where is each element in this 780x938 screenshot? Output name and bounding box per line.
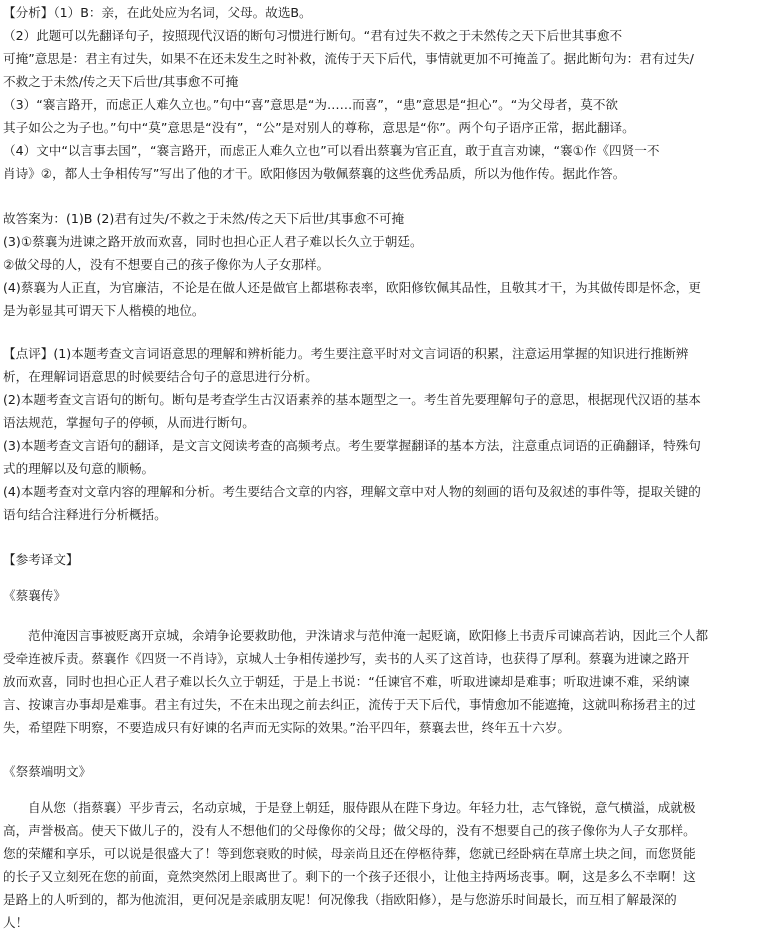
paragraph-line: 您的荣耀和享乐，可以说是很盛大了！等到您衰败的时候，母亲尚且还在停柩待葬，您就已经卧病在草席土块之间，而您贤能 — [3, 846, 696, 861]
translation-title-eulogy: 《祭蔡端明文》 — [3, 764, 92, 779]
translation-title-2-block — [3, 760, 772, 783]
answer-section — [3, 207, 772, 322]
comment-line: 式的理解以及句意的顺畅。 — [3, 461, 155, 476]
paragraph-line: 受牵连被斥责。蔡襄作《四贤一不肖诗》，京城人士争相传递抄写，卖书的人买了这首诗，也获得了厚利。蔡襄为进谏之路开 — [3, 651, 690, 666]
reference-heading-block — [3, 548, 772, 571]
comment-line: 【点评】(1)本题考查文言词语意思的理解和辨析能力。考生要注意平时对文言词语的积累，注意运用掌握的知识进行推断辨 — [3, 346, 689, 361]
analysis-line: （3）“褰言路开，而虑正人难久立也。”句中“喜”意思是“为……而喜”，“患”意思是“担心”。“为父母者，莫不欲 — [3, 97, 619, 112]
analysis-line: （2）此题可以先翻译句子，按照现代汉语的断句习惯进行断句。“君有过失不救之于未然传之天下后世其事愈不 — [3, 28, 623, 43]
analysis-section — [3, 1, 772, 185]
comment-line: (2)本题考查文言语句的断句。断句是考查学生古汉语素养的基本题型之一。考生首先要理解句子的意思，根据现代汉语的基本 — [3, 392, 701, 407]
analysis-line: 其子如公之为子也。”句中“莫”意思是“没有”，“公”是对别人的尊称，意思是“你”。两个句子语序正常，据此翻译。 — [3, 120, 635, 135]
analysis-line: 【分析】（1）B：亲，在此处应为名词，父母。故选B。 — [3, 5, 312, 20]
answer-line: (4)蔡襄为人正直，为官廉洁，不论是在做人还是做官上都堪称表率，欧阳修钦佩其品性，且敬其才干，为其做传即是怀念，更 — [3, 280, 701, 295]
comment-line: 语句结合注释进行分析概括。 — [3, 507, 167, 522]
paragraph-line: 是路上的人听到的，都为他流泪，更何况是亲戚朋友呢！何况像我（指欧阳修），是与您游乐时间最长，而互相了解最深的 — [3, 892, 677, 907]
reference-heading: 【参考译文】 — [3, 552, 79, 567]
paragraph-line: 失，希望陛下明察，不要造成只有好谏的名声而无实际的效果。”治平四年，蔡襄去世，终年五十六岁。 — [3, 720, 570, 735]
paragraph-line: 高，声誉极高。使天下做儿子的，没有人不想他们的父母像你的父母；做父母的，没有不想要自己的孩子像你为人子女那样。 — [3, 823, 696, 838]
translation-title-1-block — [3, 584, 772, 607]
paragraph-line: 放而欢喜，同时也担心正人君子难以长久立于朝廷，于是上书说：“任谏官不难，听取进谏却是难事；听取进谏不难，采纳谏 — [3, 674, 690, 689]
analysis-line: 肖诗》②，都人士争相传写”写出了他的才干。欧阳修因为敬佩蔡襄的这些优秀品质，所以为他作传。据此作答。 — [3, 166, 626, 181]
paragraph-line: 自从您（指蔡襄）平步青云，名动京城，于是登上朝廷，服侍跟从在陛下身边。年轻力壮，志气锋锐，意气横溢，成就极 — [28, 800, 696, 815]
paragraph-line: 范仲淹因言事被贬离开京城，余靖争论要救助他，尹洙请求与范仲淹一起贬谪，欧阳修上书责斥司谏高若讷，因此三个人都 — [28, 628, 709, 643]
comment-line: 析，在理解词语意思的时候要结合句子的意思进行分析。 — [3, 369, 318, 384]
analysis-line: （4）文中“以言事去国”，“褰言路开，而虑正人难久立也”可以看出蔡襄为官正直，敢于直言劝谏，“褰①作《四贤一不 — [3, 143, 660, 158]
answer-line: 故答案为：(1)B (2)君有过失/不救之于未然/传之天下后世/其事愈不可掩 — [3, 211, 405, 226]
paragraph-line: 的长子又立刻死在您的前面，竟然突然闭上眼离世了。剩下的一个孩子还很小，让他主持两场丧事。啊，这是多么不幸啊！这 — [3, 869, 696, 884]
translation-paragraph-2 — [3, 796, 772, 934]
analysis-line: 可掩”意思是：君主有过失，如果不在还未发生之时补救，流传于天下后代，事情就更加不可掩盖了。据此断句为：君有过失/ — [3, 51, 694, 66]
comment-line: (4)本题考查对文章内容的理解和分析。考生要结合文章的内容，理解文章中对人物的刻画的语句及叙述的事件等，提取关键的 — [3, 484, 701, 499]
answer-line: (3)①蔡襄为进谏之路开放而欢喜，同时也担心正人君子难以长久立于朝廷。 — [3, 234, 423, 249]
answer-line: 是为彰显其可谓天下人楷模的地位。 — [3, 303, 205, 318]
comment-section — [3, 342, 772, 526]
analysis-line: 不救之于未然/传之天下后世/其事愈不可掩 — [3, 74, 239, 89]
comment-line: (3)本题考查文言语句的翻译，是文言文阅读考查的高频考点。考生要掌握翻译的基本方法，注意重点词语的正确翻译，特殊句 — [3, 438, 701, 453]
paragraph-line: 言、按谏言办事却是难事。君主有过失，不在未出现之前去纠正，流传于天下后代，事情愈加不能遮掩，这就叫称扬君主的过 — [3, 697, 696, 712]
comment-line: 语法规范，掌握句子的停顿，从而进行断句。 — [3, 415, 255, 430]
paragraph-line: 人！ — [3, 915, 29, 930]
translation-paragraph-1 — [3, 624, 772, 739]
translation-title-cai-xiang-biography: 《蔡襄传》 — [3, 588, 66, 603]
answer-line: ②做父母的人，没有不想要自己的孩子像你为人子女那样。 — [3, 257, 330, 272]
